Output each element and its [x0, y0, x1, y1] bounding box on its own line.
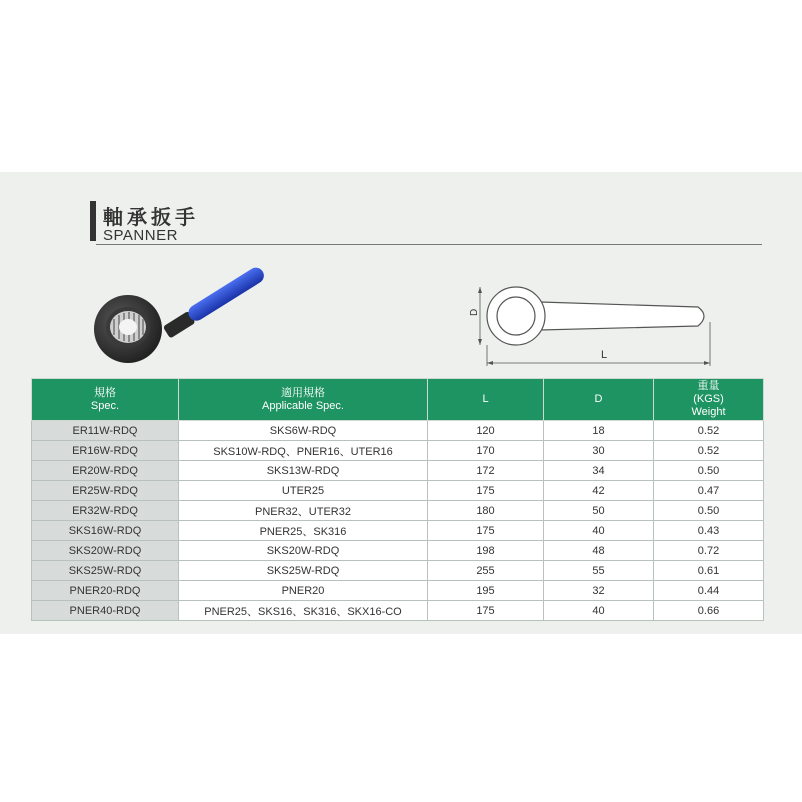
spanner-spec-table — [31, 378, 764, 621]
cell-d: 40 — [544, 521, 654, 541]
cell-l: 255 — [428, 561, 544, 581]
cell-spec: SKS20W-RDQ — [32, 541, 179, 561]
cell-spec: SKS16W-RDQ — [32, 521, 179, 541]
cell-spec: SKS25W-RDQ — [32, 561, 179, 581]
title-divider — [96, 244, 762, 245]
cell-weight: 0.44 — [654, 581, 764, 601]
cell-d: 50 — [544, 501, 654, 521]
cell-d: 42 — [544, 481, 654, 501]
cell-weight: 0.43 — [654, 521, 764, 541]
cell-weight: 0.61 — [654, 561, 764, 581]
cell-d: 55 — [544, 561, 654, 581]
cell-applicable: SKS20W-RDQ — [179, 541, 428, 561]
table-row — [32, 601, 764, 621]
cell-spec: ER11W-RDQ — [32, 421, 179, 441]
cell-applicable: SKS10W-RDQ、PNER16、UTER16 — [179, 441, 428, 461]
cell-applicable: SKS13W-RDQ — [179, 461, 428, 481]
cell-l: 175 — [428, 601, 544, 621]
cell-spec: ER16W-RDQ — [32, 441, 179, 461]
table-row — [32, 581, 764, 601]
cell-spec: ER20W-RDQ — [32, 461, 179, 481]
cell-weight: 0.50 — [654, 461, 764, 481]
col-header-spec: 規格 Spec. — [32, 379, 179, 421]
cell-weight: 0.52 — [654, 441, 764, 461]
title-accent-bar — [90, 201, 96, 241]
table-row — [32, 461, 764, 481]
table-row — [32, 421, 764, 441]
cell-l: 180 — [428, 501, 544, 521]
cell-weight: 0.50 — [654, 501, 764, 521]
table-row — [32, 561, 764, 581]
cell-d: 34 — [544, 461, 654, 481]
dimension-d-label: D — [469, 308, 480, 316]
table-row — [32, 481, 764, 501]
cell-applicable: UTER25 — [179, 481, 428, 501]
page-title-zh: 軸承扳手 — [103, 205, 199, 229]
cell-weight: 0.72 — [654, 541, 764, 561]
cell-spec: PNER20-RDQ — [32, 581, 179, 601]
col-header-d: D — [544, 379, 654, 421]
col-header-applicable: 適用規格 Applicable Spec. — [179, 379, 428, 421]
cell-weight: 0.66 — [654, 601, 764, 621]
cell-weight: 0.47 — [654, 481, 764, 501]
cell-applicable: PNER20 — [179, 581, 428, 601]
table-row — [32, 541, 764, 561]
cell-d: 30 — [544, 441, 654, 461]
cell-applicable: SKS25W-RDQ — [179, 561, 428, 581]
blue-handle — [185, 265, 266, 324]
dimension-l-label: L — [601, 349, 608, 361]
cell-d: 32 — [544, 581, 654, 601]
cell-weight: 0.52 — [654, 421, 764, 441]
table-header-row — [32, 379, 764, 421]
cell-spec: ER32W-RDQ — [32, 501, 179, 521]
table-row — [32, 441, 764, 461]
cell-applicable: PNER25、SKS16、SK316、SKX16-CO — [179, 601, 428, 621]
cell-d: 40 — [544, 601, 654, 621]
cell-spec: ER25W-RDQ — [32, 481, 179, 501]
cell-l: 172 — [428, 461, 544, 481]
cell-applicable: PNER25、SK316 — [179, 521, 428, 541]
cell-l: 175 — [428, 521, 544, 541]
spanner-dimension-diagram — [458, 282, 718, 372]
cell-applicable: SKS6W-RDQ — [179, 421, 428, 441]
cell-l: 198 — [428, 541, 544, 561]
cell-l: 175 — [428, 481, 544, 501]
spanner-photo — [92, 264, 272, 374]
page-title-en: SPANNER — [103, 227, 178, 244]
table-row — [32, 501, 764, 521]
cell-l: 195 — [428, 581, 544, 601]
cell-spec: PNER40-RDQ — [32, 601, 179, 621]
cell-d: 18 — [544, 421, 654, 441]
cell-applicable: PNER32、UTER32 — [179, 501, 428, 521]
cell-l: 120 — [428, 421, 544, 441]
cell-l: 170 — [428, 441, 544, 461]
cell-d: 48 — [544, 541, 654, 561]
col-header-l: L — [428, 379, 544, 421]
col-header-weight: 重量 (KGS) Weight — [654, 379, 764, 421]
table-row — [32, 521, 764, 541]
